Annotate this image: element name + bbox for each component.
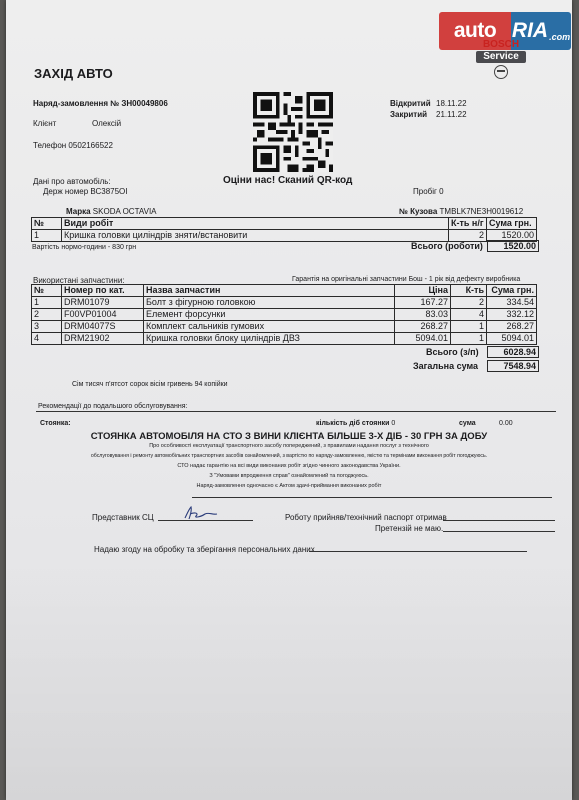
parts-header-cell: Номер по кат. [62,285,144,297]
mileage-value: 0 [439,187,444,196]
representative-label: Представник СЦ [92,513,154,522]
parking-sum-label: сума [459,420,476,427]
works-cell: 1520.00 [487,230,537,242]
parts-table [31,284,537,345]
received-label: Роботу прийняв/технічний паспорт отримав [285,513,447,522]
works-total-value: 1520.00 [487,240,539,252]
works-cell: 2 [449,230,487,242]
company-name: ЗАХІД АВТО [34,66,113,81]
works-header-row [32,218,537,230]
brand-value: SKODA OCTAVIA [92,207,157,216]
watermark-auto: auto [439,12,511,50]
parking-headline: СТОЯНКА АВТОМОБІЛЯ НА СТО З ВИНИ КЛІЄНТА БІЛЬШЕ 3-Х ДІБ - 30 ГРН ЗА ДОБУ [90,431,488,442]
terms-line-4: З "Умовами впродження справ" ознайомлений та погоджуюсь. [209,473,369,479]
parking-days-row: кількість діб стоянки 0 [316,420,396,427]
works-header-cell: Сума грн. [487,218,537,230]
parts-header-cell: Назва запчастин [144,285,395,297]
bosch-service-label: Service [476,51,526,63]
terms-line-2: обслуговування і ремонту автомобільних транспортних засобів ознайомлений, з вартістю по наряду-замовленню, якістю та термінами виконання робіт погоджуюсь. [90,453,488,459]
consent-signature-line [309,551,527,552]
client-label: Клієнт [33,119,57,128]
parts-section-label: Використані запчастини: [33,276,125,285]
consent-label: Надаю згоду на обробку та зберігання персональних даних [94,545,315,554]
document-page [6,0,572,800]
recommendations-line [36,411,556,412]
opened-label: Відкритий [390,99,431,108]
closed-date: 21.11.22 [436,110,467,119]
recommendations-label: Рекомендації до подальшого обслуговування: [38,403,188,410]
vin-value: TMBLK7NE3H0019612 [439,207,524,216]
table-row: 3 DRM04077S Комплект сальників гумових 268.27 1 268.27 [32,321,537,333]
grand-total-label: Загальна сума [413,361,479,371]
qr-caption: Оціни нас! Сканий QR-код [223,175,353,186]
bosch-brand: BOSCH [482,39,520,50]
watermark-dot: .com [549,32,571,42]
phone-value: 0502166522 [68,141,113,150]
works-header-cell: № [32,218,62,230]
parking-days-value: 0 [391,420,396,427]
terms-line-3: СТО надає гарантію на всі види виконаних робіт згідно чинного законодавства України. [177,463,401,469]
parking-label: Стоянка: [40,420,71,427]
bosch-service-logo [476,40,526,79]
signature-icon [181,505,221,521]
order-label: Наряд-замовлення № ЗН00049806 [33,99,168,108]
no-claims-line [443,531,555,532]
parts-header-cell: К-ть [451,285,487,297]
order-number: ЗН00049806 [121,99,168,108]
brand-row: Марка SKODA OCTAVIA [66,207,157,216]
phone-row: Телефон 0502166522 [33,141,113,150]
parts-header-row [32,285,537,297]
terms-line [192,497,552,498]
parts-total-value: 6028.94 [487,346,539,358]
vin-row: № Кузова TMBLK7NE3H0019612 [399,207,524,216]
parts-header-cell: Ціна [395,285,451,297]
bosch-armature-icon [494,65,508,79]
received-signature-line [443,520,555,521]
watermark-ria: RIA [511,19,549,42]
no-claims-label: Претензій не маю. [375,524,444,533]
warranty-note: Гарантія на оригінальні запчастини Бош - 1 рік від дефекту виробника [292,276,521,283]
parking-sum-value: 0.00 [499,420,513,427]
parts-total-label: Всього (з/п) [426,347,479,357]
table-row: 4 DRM21902 Кришка головки блоку циліндрів ДВЗ 5094.01 1 5094.01 [32,333,537,345]
works-table [31,217,537,242]
norm-hour-note: Вартість нормо-години - 830 грн [32,244,137,251]
plate-row: Держ номер ВС3875ОІ [43,187,128,196]
terms-line-1: Про особливості експлуатації транспортного засобу попереджений, з правилами надання послуг з технічного [149,443,429,449]
works-cell: Кришка головки циліндрів зняти/встановити [62,230,449,242]
sum-in-words: Сім тисяч п'ятсот сорок вісім гривень 94 копійки [72,381,228,388]
table-row [32,230,537,242]
plate-value: ВС3875ОІ [90,187,128,196]
works-header-cell: Види робіт [62,218,449,230]
mileage-row: Пробіг 0 [413,187,444,196]
opened-date: 18.11.22 [436,99,467,108]
parts-header-cell: Сума грн. [487,285,537,297]
works-total-label: Всього (роботи) [411,241,483,251]
works-header-cell: К-ть н/г [449,218,487,230]
table-row: 2 F00VP01004 Елемент форсунки 83.03 4 332.12 [32,309,537,321]
client-value: Олексій [92,119,122,128]
table-row: 1 DRM01079 Болт з фігурною головкою 167.27 2 334.54 [32,297,537,309]
qr-code-icon [253,92,333,172]
closed-label: Закритий [390,110,428,119]
works-cell: 1 [32,230,62,242]
car-section-label: Дані про автомобіль: [33,177,111,186]
parts-header-cell: № [32,285,62,297]
terms-line-5: Наряд-замовлення одночасно є Актом здачі-приймання виконаних робіт [196,483,382,489]
grand-total-value: 7548.94 [487,360,539,372]
